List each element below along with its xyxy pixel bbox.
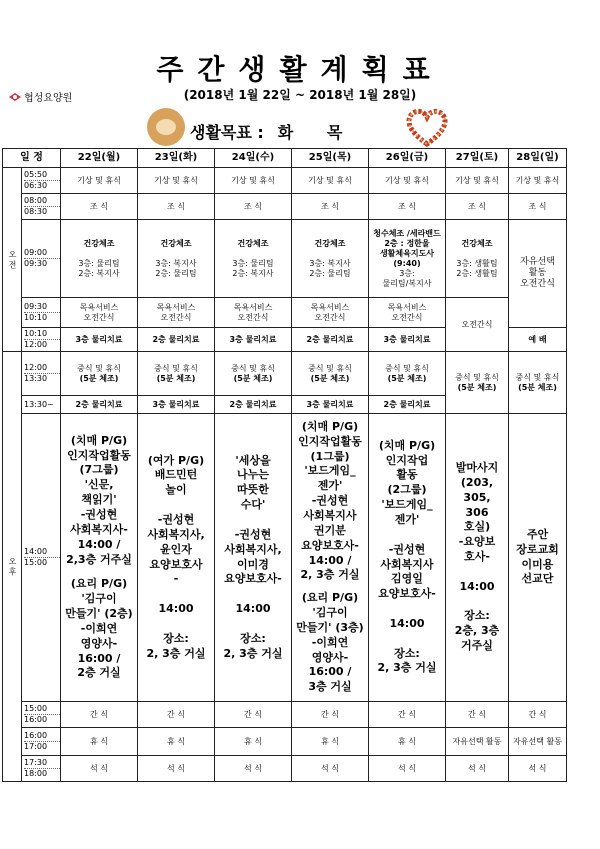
goal bbox=[190, 120, 356, 143]
cell-snack-am: 오전간식 bbox=[446, 298, 509, 352]
cell-snack: 간 식 bbox=[292, 702, 369, 728]
cell-program-27: 발마사지 (203, 305, 306 호실) -요양보 호사- 14:00 장소: 2층, 3층 거주실 bbox=[446, 414, 509, 702]
cell-dinner: 석 식 bbox=[138, 756, 215, 782]
cell-health: 건강체조 3층: 복지사 2층: 물리팀 bbox=[138, 220, 215, 298]
row-rest bbox=[3, 728, 567, 756]
cell-lunch: 중식 및 휴식 (5분 체조) bbox=[138, 352, 215, 396]
cell-therapy: 3층 물리치료 bbox=[138, 396, 215, 414]
cell-breakfast: 조 식 bbox=[292, 194, 369, 220]
cell-lunch: 중식 및 휴식 (5분 체조) bbox=[446, 352, 509, 414]
cell-health: 건강체조 3층: 물리팀 2층: 복지사 bbox=[215, 220, 292, 298]
cell-rest: 휴 식 bbox=[138, 728, 215, 756]
cell-snack: 간 식 bbox=[138, 702, 215, 728]
time-cell: 16:00 17:00 bbox=[22, 728, 61, 756]
cell-therapy: 2층 물리치료 bbox=[292, 328, 369, 352]
header-day: 27일(토) bbox=[446, 149, 509, 168]
header-schedule: 일 정 bbox=[3, 149, 61, 168]
cell-rest: 휴 식 bbox=[215, 728, 292, 756]
cell-rest: 휴 식 bbox=[292, 728, 369, 756]
cell-dinner: 석 식 bbox=[215, 756, 292, 782]
cell-program-23: (여가 P/G) 배드민턴 놀이 -권성현 사회복지사, 윤인자 요양보호사 - 14:00 장소: 2, 3층 거실 bbox=[138, 414, 215, 702]
header-row bbox=[3, 149, 567, 168]
cell-program-24: '세상을 나누는 따뜻한 수다' -권성현 사회복지사, 이미경 요양보호사- 14:00 장소: 2, 3층 거실 bbox=[215, 414, 292, 702]
cell-dinner: 석 식 bbox=[509, 756, 567, 782]
cell-breakfast: 조 식 bbox=[138, 194, 215, 220]
cell-lunch: 중식 및 휴식 (5분 체조) bbox=[509, 352, 567, 414]
cell-snack: 간 식 bbox=[61, 702, 138, 728]
cell-snack: 간 식 bbox=[215, 702, 292, 728]
goal-label: 생활목표 : bbox=[190, 123, 264, 142]
cell-breakfast: 조 식 bbox=[61, 194, 138, 220]
cell-breakfast: 조 식 bbox=[215, 194, 292, 220]
flower-heart-image bbox=[404, 104, 450, 150]
cell-snack: 간 식 bbox=[369, 702, 446, 728]
cell-therapy: 3층 물리치료 bbox=[292, 396, 369, 414]
cell-therapy: 2층 물리치료 bbox=[369, 396, 446, 414]
cell-wake: 기상 및 휴식 bbox=[509, 168, 567, 194]
cell-free-activity: 자유선택 활동 오전간식 bbox=[509, 220, 567, 328]
cell-wake: 기상 및 휴식 bbox=[138, 168, 215, 194]
cell-breakfast: 조 식 bbox=[369, 194, 446, 220]
time-cell: 13:30~ bbox=[22, 396, 61, 414]
time-cell: 12:00 13:30 bbox=[22, 352, 61, 396]
cell-dinner: 석 식 bbox=[61, 756, 138, 782]
cell-health: 건강체조 3층: 생활팀 2층: 생활팀 bbox=[446, 220, 509, 298]
header-day: 28일(일) bbox=[509, 149, 567, 168]
cell-worship: 예 배 bbox=[509, 328, 567, 352]
time-cell: 10:10 12:00 bbox=[22, 328, 61, 352]
cell-therapy: 3층 물리치료 bbox=[369, 328, 446, 352]
cell-program-26: (치매 P/G) 인지작업 활동 (2그룹) '보드게임_ 젠가' -권성현 사회복지사 김영일 요양보호사- 14:00 장소: 2, 3층 거실 bbox=[369, 414, 446, 702]
cell-service: 목욕서비스 오전간식 bbox=[369, 298, 446, 328]
cell-health: 건강체조 3층: 물리팀 2층: 복지사 bbox=[61, 220, 138, 298]
row-lunch bbox=[3, 352, 567, 396]
cell-service: 목욕서비스 오전간식 bbox=[61, 298, 138, 328]
row-snack bbox=[3, 702, 567, 728]
cell-wake: 기상 및 휴식 bbox=[215, 168, 292, 194]
row-health bbox=[3, 220, 567, 298]
header-day: 23일(화) bbox=[138, 149, 215, 168]
header-day: 22일(월) bbox=[61, 149, 138, 168]
session-am: 오 전 bbox=[3, 168, 22, 352]
cell-service: 목욕서비스 오전간식 bbox=[292, 298, 369, 328]
date-range: (2018년 1월 22일 ~ 2018년 1월 28일) bbox=[183, 88, 417, 102]
header-day: 26일(금) bbox=[369, 149, 446, 168]
cell-service: 목욕서비스 오전간식 bbox=[138, 298, 215, 328]
cell-therapy: 2층 물리치료 bbox=[215, 396, 292, 414]
cell-rest: 휴 식 bbox=[369, 728, 446, 756]
cell-wake: 기상 및 휴식 bbox=[369, 168, 446, 194]
cell-lunch: 중식 및 휴식 (5분 체조) bbox=[61, 352, 138, 396]
cell-program-28: 주안 장로교회 이미용 선교단 bbox=[509, 414, 567, 702]
cell-rest: 자유선택 활동 bbox=[446, 728, 509, 756]
cell-dinner: 석 식 bbox=[369, 756, 446, 782]
schedule-table bbox=[2, 148, 567, 782]
cell-lunch: 중식 및 휴식 (5분 체조) bbox=[215, 352, 292, 396]
header-day: 24일(수) bbox=[215, 149, 292, 168]
dog-image bbox=[147, 108, 185, 146]
row-programs bbox=[3, 414, 567, 702]
cell-program-25: (치매 P/G) 인지작업활동 (1그룹) '보드게임_ 젠가' -권성현 사회복지사 권기분 요양보호사- 14:00 / 2, 3층 거실 (요리 P/G) '김구이 만들기' (3층) -이희연 영양사- 16:00 / 3층 거실 bbox=[292, 414, 369, 702]
cell-rest: 자유선택 활동 bbox=[509, 728, 567, 756]
cell-program-22: (치매 P/G) 인지작업활동 (7그룹) '신문, 책읽기' -권성현 사회복지사- 14:00 / 2,3층 거주실 (요리 P/G) '김구이 만들기' (2층) -이희연 영양사- 16:00 / 2층 거실 bbox=[61, 414, 138, 702]
row-dinner bbox=[3, 756, 567, 782]
cell-wake: 기상 및 휴식 bbox=[292, 168, 369, 194]
time-cell: 05:50 06:30 bbox=[22, 168, 61, 194]
cell-therapy: 3층 물리치료 bbox=[61, 328, 138, 352]
cell-breakfast: 조 식 bbox=[509, 194, 567, 220]
time-cell: 08:00 08:30 bbox=[22, 194, 61, 220]
header-day: 25일(목) bbox=[292, 149, 369, 168]
cell-health: 청수체조 /세라밴드 2층 : 정한울 생활체육지도사 (9:40) 3층: 물리팀/복지사 bbox=[369, 220, 446, 298]
cell-snack: 간 식 bbox=[446, 702, 509, 728]
cell-dinner: 석 식 bbox=[446, 756, 509, 782]
org-name: 협성요양원 bbox=[24, 93, 73, 104]
time-cell: 14:00 15:00 bbox=[22, 414, 61, 702]
cell-rest: 휴 식 bbox=[61, 728, 138, 756]
cell-breakfast: 조 식 bbox=[446, 194, 509, 220]
cell-lunch: 중식 및 휴식 (5분 체조) bbox=[292, 352, 369, 396]
cell-wake: 기상 및 휴식 bbox=[446, 168, 509, 194]
cell-health: 건강체조 3층: 복지사 2층: 물리팀 bbox=[292, 220, 369, 298]
cell-wake: 기상 및 휴식 bbox=[61, 168, 138, 194]
time-cell: 15:00 16:00 bbox=[22, 702, 61, 728]
time-cell: 17:30 18:00 bbox=[22, 756, 61, 782]
cell-service: 목욕서비스 오전간식 bbox=[215, 298, 292, 328]
cell-snack: 간 식 bbox=[509, 702, 567, 728]
row-wake bbox=[3, 168, 567, 194]
cell-dinner: 석 식 bbox=[292, 756, 369, 782]
row-breakfast bbox=[3, 194, 567, 220]
cell-therapy: 2층 물리치료 bbox=[61, 396, 138, 414]
cell-lunch: 중식 및 휴식 (5분 체조) bbox=[369, 352, 446, 396]
time-cell: 09:30 10:10 bbox=[22, 298, 61, 328]
cell-therapy: 3층 물리치료 bbox=[215, 328, 292, 352]
row-service bbox=[3, 298, 567, 328]
session-pm: 오 후 bbox=[3, 352, 22, 782]
time-cell: 09:00 09:30 bbox=[22, 220, 61, 298]
page-title: 주간생활계획표 bbox=[156, 53, 444, 86]
goal-value: 화 목 bbox=[277, 123, 357, 142]
cell-therapy: 2층 물리치료 bbox=[138, 328, 215, 352]
